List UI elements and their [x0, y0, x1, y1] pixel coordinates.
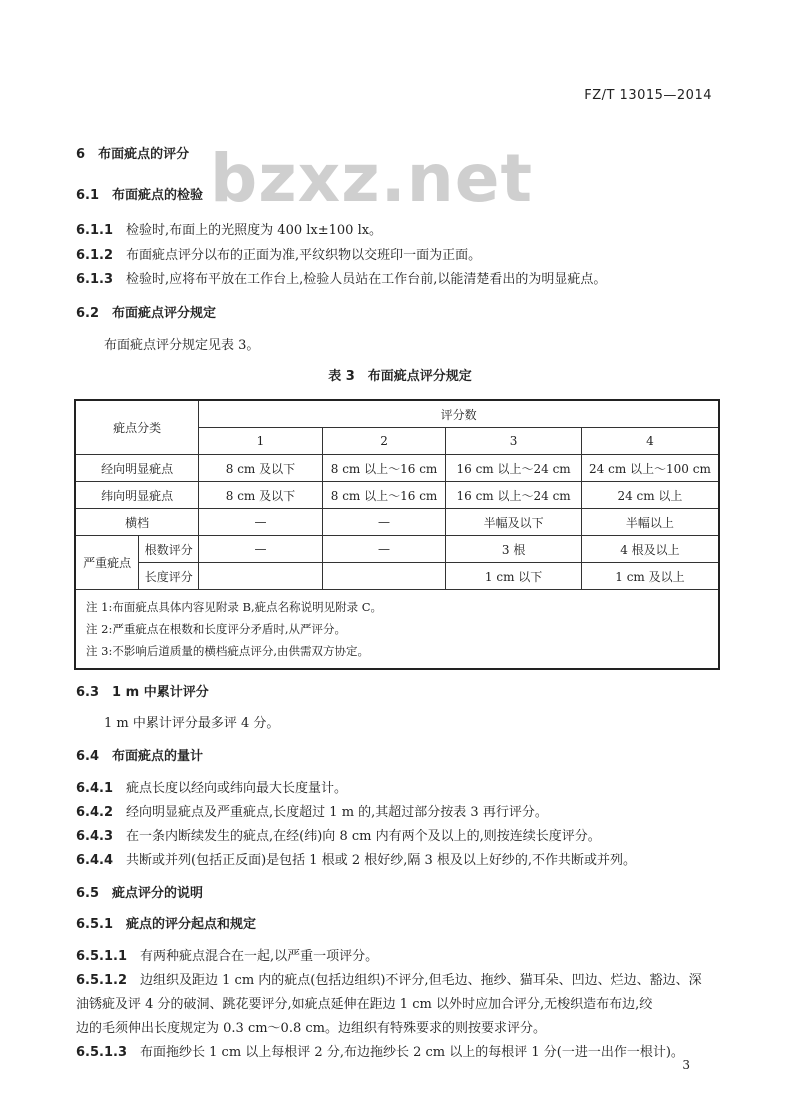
clause-6-5-1-2 — [76, 969, 702, 988]
table-cell: 3 根 — [446, 536, 582, 563]
clause-number: 6.1.1 — [76, 223, 114, 238]
section-title: 疵点评分的说明 — [112, 886, 204, 901]
clause-6-5-1-2-cont: 油锈疵及评 4 分的破洞、跳花要评分,如疵点延伸在距边 1 cm 以外时应加合评分,无梭织造布布边,绞 — [76, 997, 653, 1012]
clause-6-1-2 — [76, 244, 481, 263]
section-number: 6.4 — [76, 749, 100, 764]
score-col-2: 2 — [322, 428, 446, 455]
row-label: 经向明显疵点 — [75, 455, 199, 482]
clause-text: 疵点长度以经向或纬向最大长度量计。 — [126, 781, 348, 796]
standard-code: FZ/T 13015—2014 — [584, 88, 712, 103]
clause-6-4-4 — [76, 849, 636, 868]
section-number: 6 — [76, 147, 86, 162]
table-cell: — — [199, 509, 323, 536]
section-6-3-body: 1 m 中累计评分最多评 4 分。 — [104, 716, 280, 731]
clause-6-5-1-1 — [76, 945, 378, 964]
table-cell: — — [199, 536, 323, 563]
score-col-3: 3 — [446, 428, 582, 455]
clause-text: 在一条内断续发生的疵点,在经(纬)向 8 cm 内有两个及以上的,则按连续长度评分。 — [126, 829, 601, 844]
section-number: 6.3 — [76, 685, 100, 700]
header-score: 评分数 — [199, 400, 719, 428]
table-row — [75, 563, 719, 590]
clause-number: 6.1.3 — [76, 272, 114, 287]
table-cell: 24 cm 以上 — [581, 482, 719, 509]
table-notes — [75, 590, 719, 670]
clause-text: 布面疵点评分以布的正面为准,平纹织物以交班印一面为正面。 — [126, 248, 482, 263]
clause-text: 检验时,布面上的光照度为 400 lx±100 lx。 — [126, 223, 383, 238]
table-cell — [322, 563, 446, 590]
section-title: 1 m 中累计评分 — [112, 685, 209, 700]
table-3-caption: 表 3 布面疵点评分规定 — [328, 369, 472, 384]
table-row — [75, 536, 719, 563]
table-note: 注 1:布面疵点具体内容见附录 B,疵点名称说明见附录 C。 — [86, 600, 383, 614]
section-title: 布面疵点的量计 — [112, 749, 204, 764]
table-cell: 16 cm 以上～24 cm — [446, 455, 582, 482]
table-row — [75, 482, 719, 509]
clause-6-4-2 — [76, 801, 548, 820]
clause-number: 6.4.1 — [76, 781, 114, 796]
clause-text: 有两种疵点混合在一起,以严重一项评分。 — [140, 949, 379, 964]
table-cell: 半幅以上 — [581, 509, 719, 536]
clause-number: 6.5.1.2 — [76, 973, 127, 988]
row-label: 纬向明显疵点 — [75, 482, 199, 509]
section-6-5-1-heading — [76, 913, 256, 932]
clause-number: 6.1.2 — [76, 248, 114, 263]
score-col-1: 1 — [199, 428, 323, 455]
clause-text: 边组织及距边 1 cm 内的疵点(包括边组织)不评分,但毛边、拖纱、猫耳朵、凹边、烂边、豁边、深 — [140, 973, 702, 988]
watermark: bzxz.net — [210, 140, 534, 217]
table-note: 注 3:不影响后道质量的横档疵点评分,由供需双方协定。 — [86, 644, 369, 658]
section-6-2-body: 布面疵点评分规定见表 3。 — [104, 338, 260, 353]
row-label: 长度评分 — [139, 563, 199, 590]
row-label: 根数评分 — [139, 536, 199, 563]
clause-number: 6.5.1.3 — [76, 1045, 127, 1060]
table-cell: 8 cm 以上～16 cm — [322, 482, 446, 509]
table-cell: 1 cm 及以上 — [581, 563, 719, 590]
table-row — [75, 455, 719, 482]
table-cell: 8 cm 及以下 — [199, 482, 323, 509]
clause-number: 6.4.2 — [76, 805, 114, 820]
table-cell: 1 cm 以下 — [446, 563, 582, 590]
clause-6-5-1-3 — [76, 1041, 684, 1060]
clause-text: 布面拖纱长 1 cm 以上每根评 2 分,布边拖纱长 2 cm 以上的每根评 1 分(一进一出作一根计)。 — [140, 1045, 684, 1060]
clause-6-4-3 — [76, 825, 601, 844]
clause-text: 共断或并列(包括正反面)是包括 1 根或 2 根好纱,隔 3 根及以上好纱的,不作共断或并列。 — [126, 853, 637, 868]
section-6-1-heading — [76, 184, 203, 203]
clause-6-1-1 — [76, 219, 382, 238]
table-cell: 24 cm 以上～100 cm — [581, 455, 719, 482]
page-number: 3 — [682, 1058, 690, 1072]
section-6-heading — [76, 143, 189, 162]
table-cell: 16 cm 以上～24 cm — [446, 482, 582, 509]
table-cell: 8 cm 及以下 — [199, 455, 323, 482]
section-6-4-heading — [76, 745, 203, 764]
table-cell: — — [322, 509, 446, 536]
table-cell: 半幅及以下 — [446, 509, 582, 536]
clause-6-5-1-2-cont: 边的毛须伸出长度规定为 0.3 cm～0.8 cm。边组织有特殊要求的则按要求评分。 — [76, 1021, 546, 1036]
section-title: 布面疵点的检验 — [112, 188, 204, 203]
table-cell — [199, 563, 323, 590]
section-number: 6.1 — [76, 188, 100, 203]
clause-number: 6.4.3 — [76, 829, 114, 844]
section-title: 布面疵点评分规定 — [112, 306, 217, 321]
section-number: 6.5 — [76, 886, 100, 901]
severe-defect-label: 严重疵点 — [75, 536, 139, 590]
section-6-2-heading — [76, 302, 216, 321]
table-cell: — — [322, 536, 446, 563]
section-title: 疵点的评分起点和规定 — [126, 917, 257, 932]
section-6-3-heading — [76, 681, 209, 700]
table-3 — [74, 399, 720, 670]
clause-number: 6.5.1.1 — [76, 949, 127, 964]
table-note: 注 2:严重疵点在根数和长度评分矛盾时,从严评分。 — [86, 622, 346, 636]
header-defect-class: 疵点分类 — [75, 400, 199, 455]
clause-number: 6.4.4 — [76, 853, 114, 868]
section-6-5-heading — [76, 882, 203, 901]
clause-6-1-3 — [76, 268, 606, 287]
clause-6-4-1 — [76, 777, 347, 796]
section-title: 布面疵点的评分 — [98, 147, 190, 162]
table-cell: 4 根及以上 — [581, 536, 719, 563]
section-number: 6.2 — [76, 306, 100, 321]
clause-text: 检验时,应将布平放在工作台上,检验人员站在工作台前,以能清楚看出的为明显疵点。 — [126, 272, 607, 287]
section-number: 6.5.1 — [76, 917, 114, 932]
clause-text: 经向明显疵点及严重疵点,长度超过 1 m 的,其超过部分按表 3 再行评分。 — [126, 805, 548, 820]
table-row — [75, 509, 719, 536]
score-col-4: 4 — [581, 428, 719, 455]
row-label: 横档 — [75, 509, 199, 536]
table-cell: 8 cm 以上～16 cm — [322, 455, 446, 482]
